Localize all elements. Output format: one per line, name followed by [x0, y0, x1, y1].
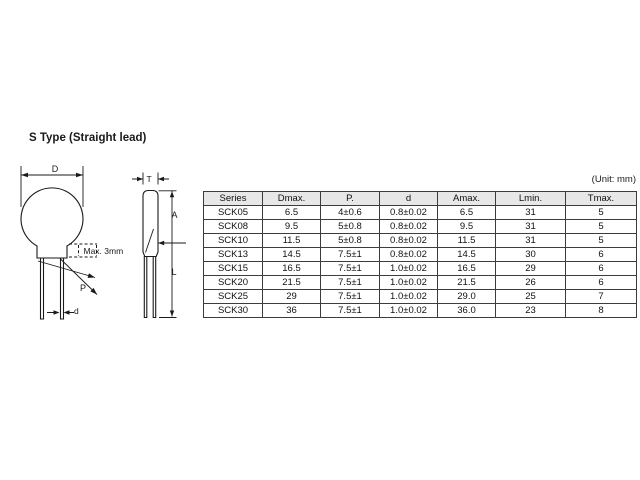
col-header: Amax. — [438, 192, 496, 206]
table-cell: 6 — [566, 276, 637, 290]
table-cell: 16.5 — [438, 262, 496, 276]
pitch-label: P — [80, 283, 87, 293]
table-cell: SCK30 — [204, 304, 263, 318]
table-cell: 9.5 — [263, 220, 321, 234]
arrowhead — [64, 310, 70, 314]
front-lead-left — [41, 258, 44, 319]
table-cell: 16.5 — [263, 262, 321, 276]
table-cell: 0.8±0.02 — [380, 220, 438, 234]
table-cell: 31 — [496, 234, 566, 248]
front-view-diagram — [0, 150, 140, 325]
table-cell: SCK13 — [204, 248, 263, 262]
arrowhead — [158, 241, 164, 245]
col-header: Tmax. — [566, 192, 637, 206]
table-cell: 7 — [566, 290, 637, 304]
table-cell: 6.5 — [438, 206, 496, 220]
col-header: d — [380, 192, 438, 206]
table-cell: 7.5±1 — [321, 290, 380, 304]
side-lead-left — [144, 257, 147, 318]
table-cell: 1.0±0.02 — [380, 262, 438, 276]
table-row — [204, 248, 637, 262]
page-title: S Type (Straight lead) — [29, 132, 147, 144]
table-cell: 11.5 — [263, 234, 321, 248]
unit-note: (Unit: mm) — [591, 174, 636, 185]
table-cell: 7.5±1 — [321, 262, 380, 276]
table-row — [204, 220, 637, 234]
table-row — [204, 276, 637, 290]
side-view-diagram — [125, 165, 200, 325]
table-cell: 0.8±0.02 — [380, 248, 438, 262]
table-cell: SCK05 — [204, 206, 263, 220]
table-cell: 7.5±1 — [321, 276, 380, 290]
col-header: Lmin. — [496, 192, 566, 206]
table-cell: 30 — [496, 248, 566, 262]
arrowhead — [170, 311, 174, 317]
col-header: Dmax. — [263, 192, 321, 206]
table-header-row — [204, 192, 637, 206]
table-cell: 14.5 — [263, 248, 321, 262]
table-cell: 6.5 — [263, 206, 321, 220]
table-cell: 26 — [496, 276, 566, 290]
table-cell: 0.8±0.02 — [380, 206, 438, 220]
table-cell: 5±0.8 — [321, 220, 380, 234]
table-cell: 1.0±0.02 — [380, 304, 438, 318]
table-cell: 31 — [496, 206, 566, 220]
height-label: A — [171, 210, 178, 220]
table-cell: 23 — [496, 304, 566, 318]
arrowhead — [21, 173, 28, 177]
table-cell: SCK10 — [204, 234, 263, 248]
table-cell: 4±0.6 — [321, 206, 380, 220]
thickness-label: T — [146, 173, 152, 184]
arrowhead — [88, 273, 96, 280]
table-row — [204, 304, 637, 318]
arrowhead — [76, 173, 83, 177]
lead-dia-label: d — [74, 306, 79, 316]
table-cell: 29.0 — [438, 290, 496, 304]
side-lead-right — [153, 257, 156, 318]
arrowhead — [158, 177, 164, 181]
table-cell: 1.0±0.02 — [380, 290, 438, 304]
table-cell: 7.5±1 — [321, 304, 380, 318]
table-cell: 11.5 — [438, 234, 496, 248]
table-cell: 0.8±0.02 — [380, 234, 438, 248]
pitch-line-upper — [38, 261, 95, 278]
spec-table — [203, 191, 637, 318]
diameter-label: D — [51, 164, 59, 174]
table-cell: 5 — [566, 206, 637, 220]
front-lead-right — [61, 258, 64, 319]
table-cell: SCK20 — [204, 276, 263, 290]
lead-length-label: L — [171, 267, 177, 277]
table-cell: SCK08 — [204, 220, 263, 234]
col-header: Series — [204, 192, 263, 206]
table-cell: 1.0±0.02 — [380, 276, 438, 290]
table-cell: 31 — [496, 220, 566, 234]
table-cell: 36 — [263, 304, 321, 318]
table-cell: 7.5±1 — [321, 248, 380, 262]
coating-note: Max. 3mm — [83, 245, 124, 256]
table-cell: 5 — [566, 234, 637, 248]
table-cell: 29 — [496, 262, 566, 276]
table-cell: 5±0.8 — [321, 234, 380, 248]
side-body — [143, 191, 158, 257]
table-row — [204, 234, 637, 248]
table-cell: 6 — [566, 248, 637, 262]
table-cell: 14.5 — [438, 248, 496, 262]
table-cell: 5 — [566, 220, 637, 234]
table-cell: 29 — [263, 290, 321, 304]
table-cell: 36.0 — [438, 304, 496, 318]
table-cell: 8 — [566, 304, 637, 318]
table-cell: 21.5 — [263, 276, 321, 290]
table-cell: SCK15 — [204, 262, 263, 276]
arrowhead — [54, 310, 60, 314]
arrowhead — [137, 177, 143, 181]
table-cell: SCK25 — [204, 290, 263, 304]
table-cell: 9.5 — [438, 220, 496, 234]
table-cell: 25 — [496, 290, 566, 304]
arrowhead — [170, 191, 174, 197]
disc-body — [21, 188, 83, 258]
table-row — [204, 290, 637, 304]
table-row — [204, 206, 637, 220]
table-cell: 21.5 — [438, 276, 496, 290]
col-header: P. — [321, 192, 380, 206]
table-cell: 6 — [566, 262, 637, 276]
table-row — [204, 262, 637, 276]
